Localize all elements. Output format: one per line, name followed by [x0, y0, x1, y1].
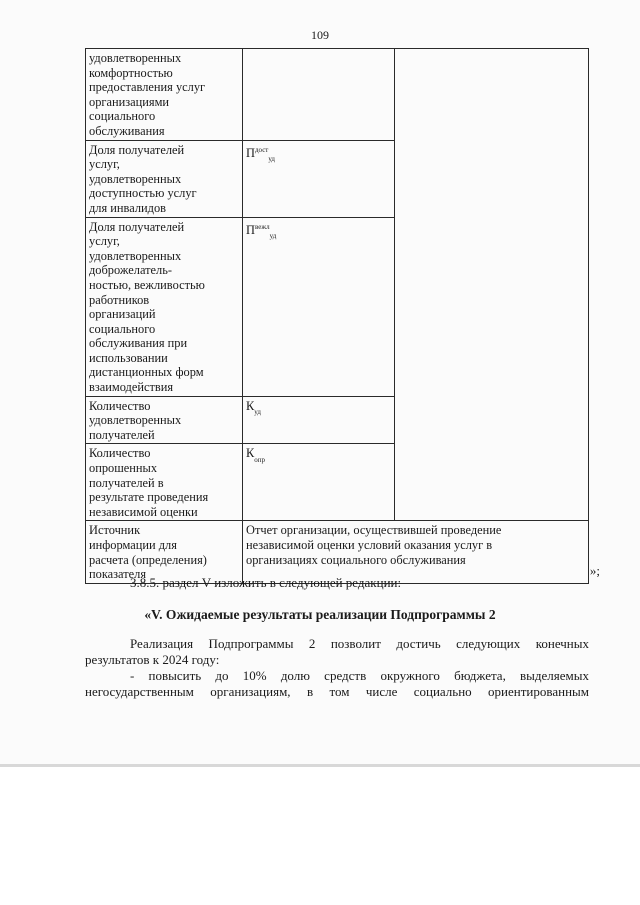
source-label-line: Источник	[89, 523, 141, 538]
formula-cell	[395, 49, 589, 521]
source-value-line: Отчет организации, осуществившей проведение	[246, 523, 502, 538]
indicators-table	[85, 48, 589, 584]
source-label-line: показателя	[89, 567, 147, 582]
indicator-name-line: независимой оценки	[89, 504, 198, 519]
indicator-symbol	[246, 398, 261, 417]
text-line: Реализация Подпрограммы 2 позволит достичь следующих конечных	[130, 636, 589, 651]
symbol-cell	[243, 49, 395, 141]
source-value-cell	[243, 521, 589, 583]
paragraph-implementation	[85, 636, 589, 668]
indicator-name-line: для инвалидов	[89, 200, 167, 215]
indicator-name-line: результате проведения	[89, 490, 209, 505]
indicator-name-line: Доля получателей	[89, 142, 185, 157]
table-row-source	[86, 521, 589, 583]
symbol-subscript: уд	[269, 232, 277, 241]
text-line: результатов к 2024 году:	[85, 652, 220, 667]
indicator-name-line: получателей	[89, 427, 155, 442]
indicator-name-line: комфортностью	[89, 65, 173, 80]
indicator-name-line: использовании	[89, 350, 168, 365]
scan-edge	[0, 764, 640, 767]
indicator-name-line: Доля получателей	[89, 219, 185, 234]
indicator-name-line: ностью, вежливостью	[89, 277, 205, 292]
paragraph-budget-share	[85, 668, 589, 700]
source-label-line: информации для	[89, 538, 177, 552]
indicator-name-line: обслуживания при	[89, 336, 188, 351]
symbol-base: П	[246, 222, 255, 237]
indicator-name-line: доступностью услуг	[89, 186, 197, 201]
symbol-cell	[243, 217, 395, 396]
indicator-name-line: предоставления услуг	[89, 80, 206, 95]
source-label-line: расчета (определения)	[89, 552, 207, 567]
indicator-name-cell	[86, 444, 243, 521]
indicator-name-cell	[86, 217, 243, 396]
text-line: негосударственным организациям, в том числе социально ориентированным	[85, 684, 589, 699]
quote-end: »;	[589, 563, 600, 578]
symbol-subscript: уд	[254, 408, 261, 417]
indicator-name-line: дистанционных форм	[89, 365, 204, 380]
indicator-name-line: социального	[89, 109, 156, 124]
indicator-name-line: получателей в	[89, 475, 164, 490]
symbol-superscript: дост	[254, 145, 269, 154]
symbol-cell	[243, 140, 395, 217]
indicator-name-cell	[86, 140, 243, 217]
symbol-base: К	[246, 398, 255, 413]
indicator-name-cell	[86, 396, 243, 444]
symbol-base: К	[246, 446, 255, 461]
indicator-symbol	[246, 446, 266, 464]
indicator-name-line: доброжелатель-	[89, 263, 173, 278]
source-label-cell	[86, 521, 243, 583]
text-line: - повысить до 10% долю средств окружного бюджета, выделяемых	[130, 668, 589, 683]
indicator-name-line: Количество	[89, 446, 151, 461]
amendment-paragraph: 3.8.5. раздел V изложить в следующей редакции:	[130, 575, 402, 590]
page-number: 109	[311, 28, 329, 42]
indicator-symbol	[246, 222, 277, 241]
indicator-name-line: удовлетворенных	[89, 248, 182, 263]
indicator-name-line: удовлетворенных	[89, 51, 182, 65]
source-value-line: независимой оценки условий оказания услуг в	[246, 538, 493, 552]
indicator-name-line: удовлетворенных	[89, 171, 182, 186]
indicator-name-line: услуг,	[89, 234, 120, 249]
indicator-name-line: Количество	[89, 398, 151, 413]
section-title: «V. Ожидаемые результаты реализации Подпрограммы 2	[144, 607, 496, 622]
symbol-subscript: опр	[254, 455, 266, 464]
symbol-cell	[243, 444, 395, 521]
symbol-base: П	[246, 145, 255, 160]
indicator-name-cell	[86, 49, 243, 141]
indicator-name-line: организаций	[89, 307, 156, 322]
indicator-name-line: социального	[89, 321, 156, 336]
source-value-line: организациях социального обслуживания	[246, 552, 466, 567]
indicator-name-line: обслуживания	[89, 123, 165, 138]
symbol-superscript: вежл	[254, 222, 270, 231]
indicator-name-line: работников	[89, 292, 150, 307]
symbol-cell	[243, 396, 395, 444]
indicator-name-line: взаимодействия	[89, 380, 174, 395]
indicator-name-line: опрошенных	[89, 461, 158, 476]
indicator-symbol	[246, 145, 275, 164]
table-row	[86, 49, 589, 141]
indicator-name-line: удовлетворенных	[89, 413, 182, 428]
indicator-name-line: организациями	[89, 94, 170, 109]
symbol-subscript: уд	[268, 155, 275, 164]
indicator-name-line: услуг,	[89, 157, 120, 172]
